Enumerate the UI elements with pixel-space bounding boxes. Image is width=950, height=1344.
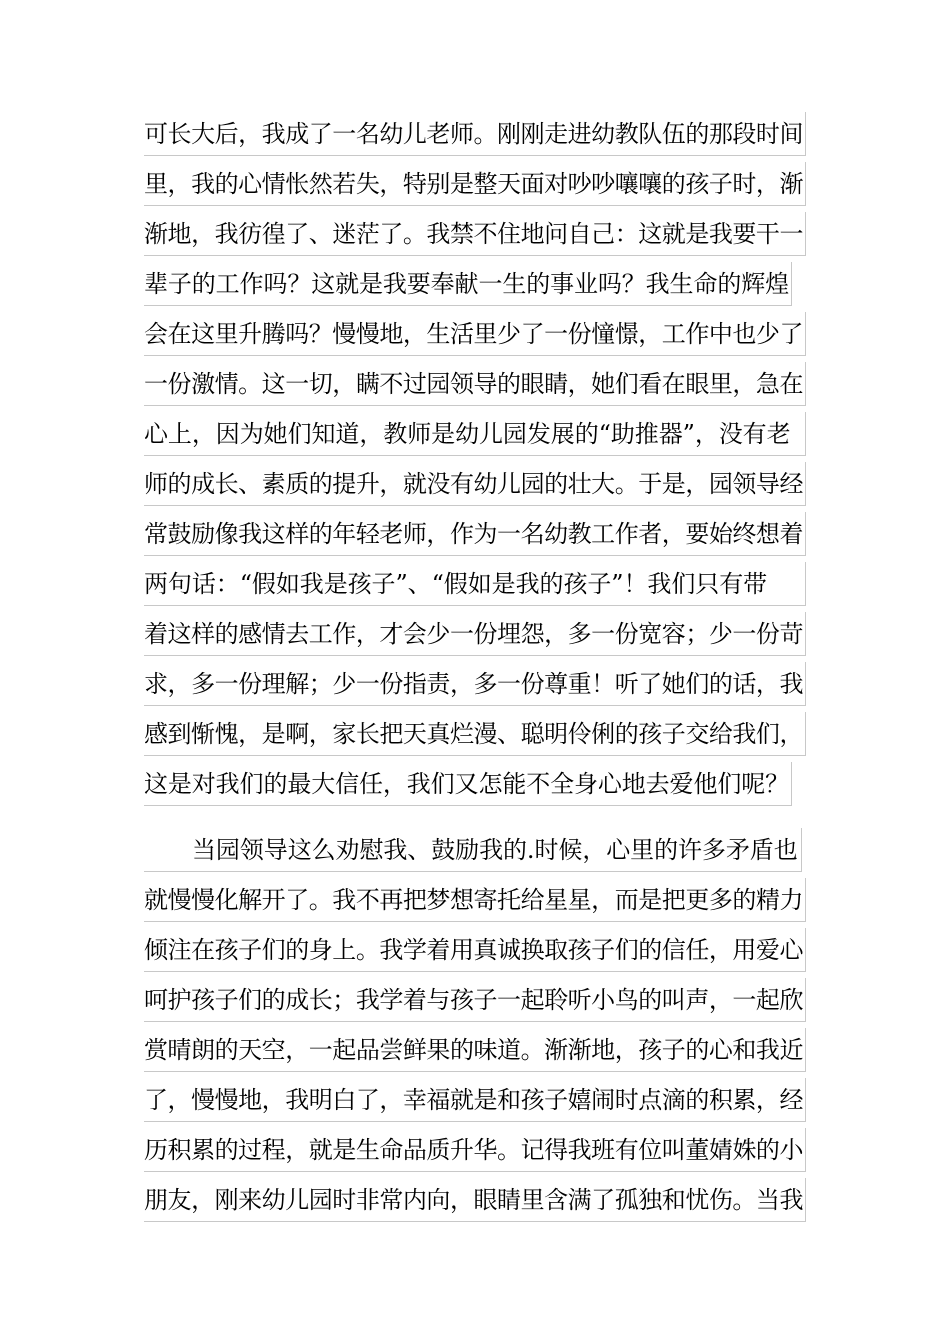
text-line: 两句话：“假如我是孩子”、“假如是我的孩子”！我们只有带: [144, 562, 806, 606]
text-line: 感到惭愧，是啊，家长把天真烂漫、聪明伶俐的孩子交给我们，: [144, 712, 806, 756]
text-line: 着这样的感情去工作，才会少一份埋怨，多一份宽容；少一份苛: [144, 612, 806, 656]
text-line: 心上，因为她们知道，教师是幼儿园发展的“助推器”，没有老: [144, 412, 806, 456]
text-line: 历积累的过程，就是生命品质升华。记得我班有位叫董婧姝的小: [144, 1128, 806, 1172]
text-line: 了，慢慢地，我明白了，幸福就是和孩子嬉闹时点滴的积累，经: [144, 1078, 806, 1122]
text-line: 倾注在孩子们的身上。我学着用真诚换取孩子们的信任，用爱心: [144, 928, 806, 972]
text-line: 就慢慢化解开了。我不再把梦想寄托给星星，而是把更多的精力: [144, 878, 806, 922]
text-line: 求，多一份理解；少一份指责，多一份尊重！听了她们的话，我: [144, 662, 806, 706]
text-line: 一份激情。这一切，瞒不过园领导的眼睛，她们看在眼里，急在: [144, 362, 806, 406]
text-line: 师的成长、素质的提升，就没有幼儿园的壮大。于是，园领导经: [144, 462, 806, 506]
text-line: 渐地，我彷徨了、迷茫了。我禁不住地问自己：这就是我要干一: [144, 212, 806, 256]
text-line: 辈子的工作吗？这就是我要奉献一生的事业吗？我生命的辉煌: [144, 262, 792, 306]
text-line: 当园领导这么劝慰我、鼓励我的.时候，心里的许多矛盾也: [144, 828, 802, 872]
text-line: 会在这里升腾吗？慢慢地，生活里少了一份憧憬，工作中也少了: [144, 312, 806, 356]
text-line: 常鼓励像我这样的年轻老师，作为一名幼教工作者，要始终想着: [144, 512, 806, 556]
text-line: 可长大后，我成了一名幼儿老师。刚刚走进幼教队伍的那段时间: [144, 112, 806, 156]
text-line: 朋友，刚来幼儿园时非常内向，眼睛里含满了孤独和忧伤。当我: [144, 1178, 806, 1222]
text-line: 赏晴朗的天空，一起品尝鲜果的味道。渐渐地，孩子的心和我近: [144, 1028, 806, 1072]
text-line: 呵护孩子们的成长；我学着与孩子一起聆听小鸟的叫声，一起欣: [144, 978, 806, 1022]
text-line: 这是对我们的最大信任，我们又怎能不全身心地去爱他们呢？: [144, 762, 792, 806]
text-line: 里，我的心情怅然若失，特别是整天面对吵吵嚷嚷的孩子时，渐: [144, 162, 806, 206]
